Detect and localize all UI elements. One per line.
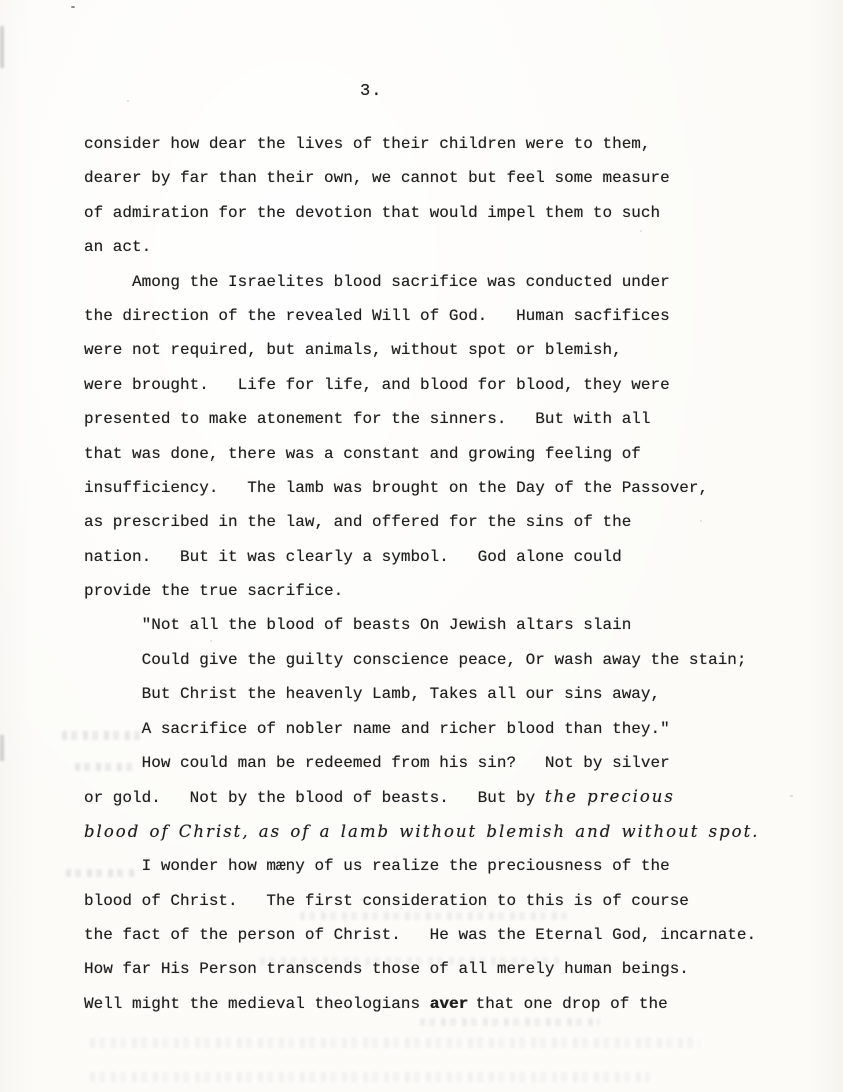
text-line xyxy=(84,471,803,505)
text-segment-normal: were brought. Life for life, and blood for blood, they were xyxy=(84,375,670,394)
text-line xyxy=(84,161,803,195)
text-segment-bold: aver xyxy=(429,994,469,1013)
text-segment-normal: an act. xyxy=(84,238,152,257)
text-line xyxy=(84,265,803,299)
text-line xyxy=(84,643,803,677)
text-segment-normal: insufficiency. The lamb was brought on the Day of the Passover, xyxy=(84,478,709,497)
scan-artifact xyxy=(90,1072,650,1082)
text-line xyxy=(84,437,803,471)
text-segment-normal: the fact of the person of Christ. He was the Eternal God, incarnate. xyxy=(84,925,757,944)
text-segment-normal: presented to make atonement for the sinners. But with all xyxy=(84,410,651,429)
text-line xyxy=(84,127,803,161)
text-segment-normal: I wonder how mæny of us realize the preciousness of the xyxy=(84,857,670,876)
text-block xyxy=(84,127,803,1021)
text-line xyxy=(84,230,803,264)
text-segment-normal: consider how dear the lives of their children were to them, xyxy=(84,135,651,153)
text-line xyxy=(84,918,803,952)
text-segment-normal: Well might the medieval theologians xyxy=(84,994,430,1013)
text-segment-normal: that was done, there was a constant and growing feeling of xyxy=(84,444,641,463)
text-line xyxy=(84,540,803,574)
text-segment-italic: blood of Christ, as of a lamb without blemish and without spot. xyxy=(84,821,760,841)
text-line xyxy=(84,780,803,814)
scan-artifact xyxy=(0,735,4,761)
text-line xyxy=(84,987,803,1021)
text-line xyxy=(84,608,803,642)
text-segment-normal: the direction of the revealed Will of God. Human sacfifices xyxy=(84,306,670,325)
text-segment-normal: as prescribed in the law, and offered for the sins of the xyxy=(84,513,632,532)
text-line xyxy=(84,505,803,539)
text-segment-normal: But Christ the heavenly Lamb, Takes all our sins away, xyxy=(84,685,661,704)
text-segment-normal: that one drop of the xyxy=(466,994,668,1013)
text-segment-normal: Could give the guilty conscience peace, Or wash away the stain; xyxy=(84,650,747,669)
text-line xyxy=(84,952,803,986)
text-line xyxy=(84,746,803,780)
text-segment-normal: nation. But it was clearly a symbol. God alone could xyxy=(84,547,622,566)
text-segment-normal: Among the Israelites blood sacrifice was conducted under xyxy=(84,272,670,291)
text-segment-normal: dearer by far than their own, we cannot but feel some measure xyxy=(84,169,670,188)
text-line xyxy=(84,849,803,883)
text-segment-normal: of admiration for the devotion that would impel them to such xyxy=(84,203,661,222)
text-segment-normal: or gold. Not by the blood of beasts. But by xyxy=(84,789,545,808)
text-segment-normal: provide the true sacrifice. xyxy=(84,582,344,601)
text-segment-normal: were not required, but animals, without spot or blemish, xyxy=(84,341,622,360)
scan-artifact xyxy=(0,26,4,68)
text-line xyxy=(84,402,803,436)
text-line xyxy=(84,712,803,746)
text-line xyxy=(84,368,803,402)
text-line xyxy=(84,884,803,918)
text-segment-normal: A sacrifice of nobler name and richer blood than they." xyxy=(84,719,670,738)
text-segment-normal: "Not all the blood of beasts On Jewish altars slain xyxy=(84,616,632,635)
scan-artifact xyxy=(90,1038,700,1048)
text-segment-normal: blood of Christ. The first consideration to this is of course xyxy=(84,891,689,910)
text-line xyxy=(84,574,803,608)
text-segment-normal: How could man be redeemed from his sin? Not by silver xyxy=(84,754,670,773)
text-line xyxy=(84,333,803,367)
text-line xyxy=(84,677,803,711)
text-segment-normal: How far His Person transcends those of all merely human beings. xyxy=(84,960,689,979)
text-line xyxy=(84,815,803,849)
page-number: 3. xyxy=(360,82,383,101)
text-line xyxy=(84,299,803,333)
text-segment-italic: the precious xyxy=(544,787,675,807)
text-line xyxy=(84,196,803,230)
